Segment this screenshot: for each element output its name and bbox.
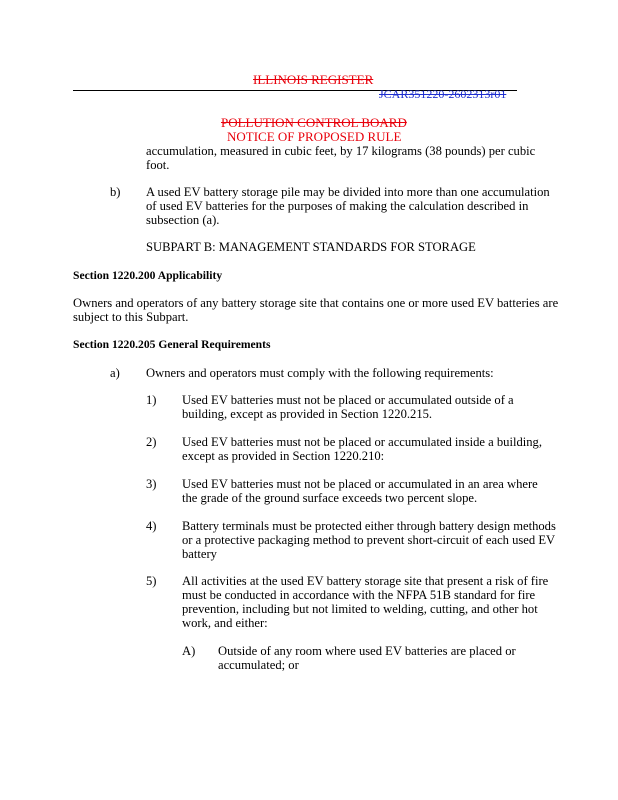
subitem-A-line-2: accumulated; or <box>218 658 299 672</box>
item-1-label: 1) <box>146 393 157 407</box>
subsection-b-line-3: subsection (a). <box>146 213 220 227</box>
item-3-line-1: Used EV batteries must not be placed or accumulated in an area where <box>182 477 538 491</box>
section-200-line-1: Owners and operators of any battery storage site that contains one or more used EV batteries are <box>73 296 559 310</box>
subsection-b-line-2: of used EV batteries for the purposes of making the calculation described in <box>146 199 529 213</box>
subitem-A-label: A) <box>182 644 196 658</box>
item-4-line-2: or a protective packaging method to prevent short-circuit of each used EV <box>182 533 556 547</box>
continuation-line-1: accumulation, measured in cubic feet, by 17 kilograms (38 pounds) per cubic <box>146 144 536 158</box>
continuation-line-2: foot. <box>146 158 170 172</box>
item-1-line-1: Used EV batteries must not be placed or accumulated outside of a <box>182 393 514 407</box>
item-4-line-1: Battery terminals must be protected either through battery design methods <box>182 519 556 533</box>
subpart-heading: SUBPART B: MANAGEMENT STANDARDS FOR STORAGE <box>146 240 476 254</box>
register-header: ILLINOIS REGISTER <box>253 72 374 87</box>
section-200-title: Section 1220.200 Applicability <box>73 269 223 282</box>
item-5-line-2: must be conducted in accordance with the NFPA 51B standard for fire <box>182 588 536 602</box>
item-4-line-3: battery <box>182 547 217 561</box>
item-5-line-3: prevention, including but not limited to welding, cutting, and other hot <box>182 602 538 616</box>
item-5-line-1: All activities at the used EV battery storage site that present a risk of fire <box>182 574 549 588</box>
section-205-title: Section 1220.205 General Requirements <box>73 338 271 351</box>
item-5-line-4: work, and either: <box>182 616 268 630</box>
item-5-label: 5) <box>146 574 157 588</box>
item-4-label: 4) <box>146 519 157 533</box>
item-2-line-2: except as provided in Section 1220.210: <box>182 449 385 463</box>
subsection-a-label: a) <box>110 366 120 380</box>
subsection-b-line-1: A used EV battery storage pile may be divided into more than one accumulation <box>146 185 550 199</box>
subsection-a-text: Owners and operators must comply with the following requirements: <box>146 366 494 380</box>
item-3-line-2: the grade of the ground surface exceeds two percent slope. <box>182 491 478 505</box>
subsection-b-label: b) <box>110 185 121 199</box>
item-2-line-1: Used EV batteries must not be placed or accumulated inside a building, <box>182 435 542 449</box>
notice-header: NOTICE OF PROPOSED RULE <box>227 129 402 144</box>
subitem-A-line-1: Outside of any room where used EV batteries are placed or <box>218 644 516 658</box>
item-2-label: 2) <box>146 435 157 449</box>
document-id: JCAR351220-2602313r01 <box>379 87 507 101</box>
board-header: POLLUTION CONTROL BOARD <box>221 115 407 130</box>
item-1-line-2: building, except as provided in Section 1220.215. <box>182 407 433 421</box>
section-200-line-2: subject to this Subpart. <box>73 310 189 324</box>
item-3-label: 3) <box>146 477 157 491</box>
